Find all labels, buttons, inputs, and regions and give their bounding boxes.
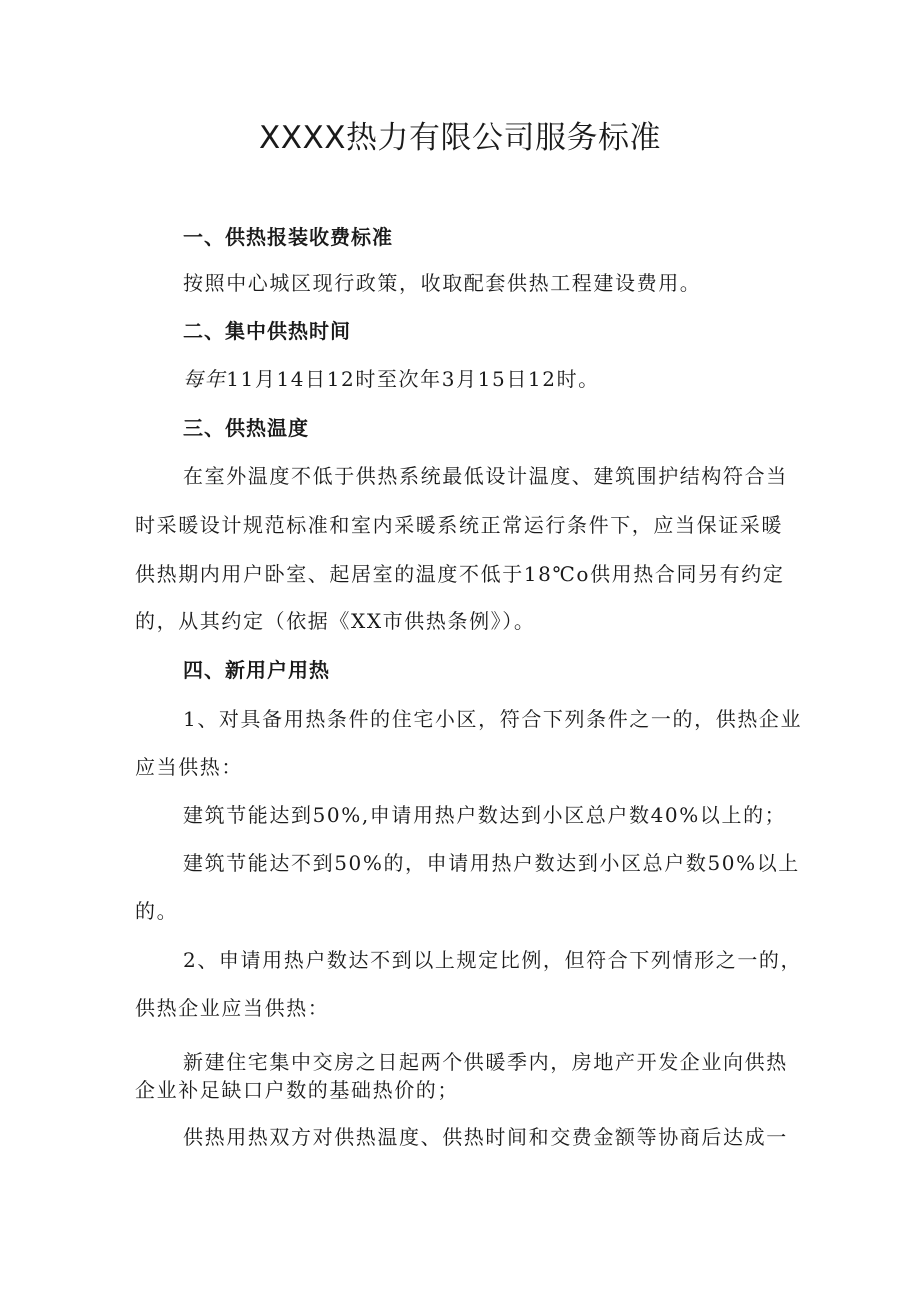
paragraph-temperature-line: 时采暖设计规范标准和室内采暖系统正常运行条件下，应当保证采暖 <box>135 513 783 537</box>
paragraph-temperature-line: 的，从其约定（依据《XX市供热条例》）。 <box>135 609 536 633</box>
paragraph-condition-2-line: 的。 <box>135 899 179 923</box>
paragraph-condition-1: 建筑节能达到50%,申请用热户数达到小区总户数40%以上的； <box>183 803 787 827</box>
document-title: XXXX热力有限公司服务标准 <box>259 120 661 156</box>
paragraph-heating-time <box>183 366 600 392</box>
paragraph-case-1-line: 企业补足缺口户数的基础热价的； <box>135 1078 459 1102</box>
paragraph-heating-time-rest: 11月14日12时至次年3月15日12时。 <box>226 367 600 391</box>
paragraph-heating-time-prefix: 每年 <box>183 367 227 391</box>
section-heading-heating-time: 二、集中供热时间 <box>183 319 351 343</box>
paragraph-temperature-line: 在室外温度不低于供热系统最低设计温度、建筑围护结构符合当 <box>183 464 788 488</box>
section-heading-temperature: 三、供热温度 <box>183 416 309 440</box>
section-heading-fee: 一、供热报装收费标准 <box>183 225 393 249</box>
paragraph-fee: 按照中心城区现行政策，收取配套供热工程建设费用。 <box>183 271 702 295</box>
paragraph-condition-2-line: 建筑节能达不到50%的，申请用热户数达到小区总户数50%以上 <box>183 851 800 875</box>
paragraph-temperature-line: 供热期内用户卧室、起居室的温度不低于18℃o供用热合同另有约定 <box>135 562 785 586</box>
section-heading-new-users: 四、新用户用热 <box>183 658 330 682</box>
paragraph-item1-line: 应当供热： <box>135 755 243 779</box>
paragraph-case-1-line: 新建住宅集中交房之日起两个供暖季内，房地产开发企业向供热 <box>183 1050 788 1074</box>
paragraph-case-2: 供热用热双方对供热温度、供热时间和交费金额等协商后达成一 <box>183 1125 788 1149</box>
paragraph-item1-line: 1、对具备用热条件的住宅小区，符合下列条件之一的，供热企业 <box>183 707 803 731</box>
paragraph-item2-line: 2、申请用热户数达不到以上规定比例，但符合下列情形之一的， <box>183 948 803 972</box>
paragraph-item2-line: 供热企业应当供热： <box>135 996 330 1020</box>
